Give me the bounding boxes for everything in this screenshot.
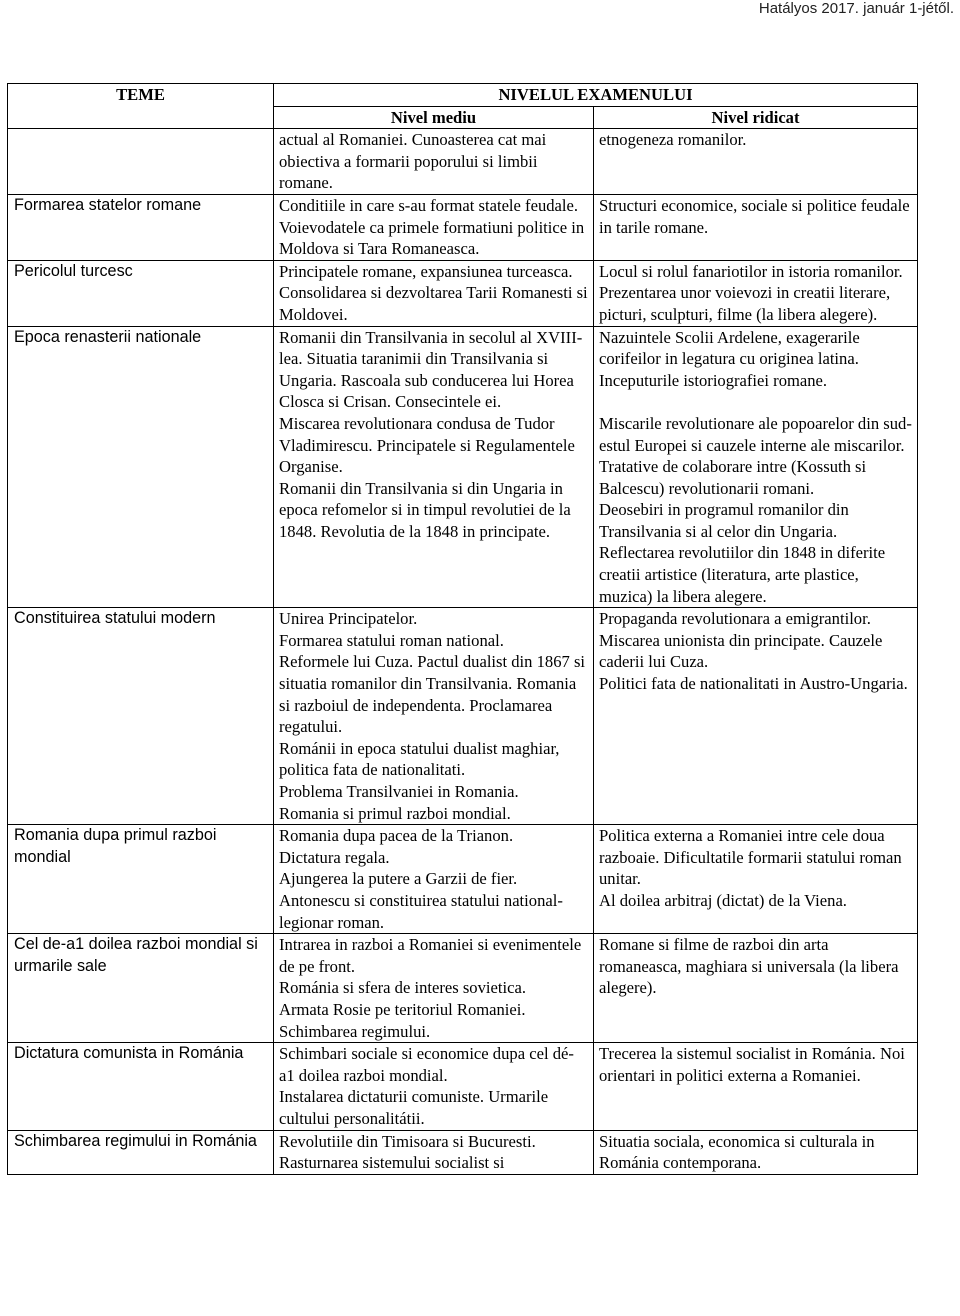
mediu-text: Unirea Principatelor. [279,609,418,629]
mediu-text: Problema Transilvaniei in Romania. [279,782,519,801]
tema-cell: Schimbarea regimului in Románia [8,1130,274,1174]
ridicat-text: Politici fata de nationalitati in Austro-Ungaria. [599,674,908,694]
mediu-cell [274,1130,594,1174]
ridicat-cell [594,260,918,326]
mediu-text: Formarea statului roman national. [279,630,504,650]
ridicat-text: Al doilea arbitraj (dictat) de la Viena. [599,890,847,910]
ridicat-cell [594,1043,918,1130]
col-header-mediu: Nivel mediu [274,106,594,129]
ridicat-text: Locul si rolul fanariotilor in istoria romanilor. [599,261,903,281]
mediu-text: Dictatura regala. [279,847,390,867]
ridicat-text: Politica externa a Romaniei intre cele doua razboaie. Dificultatile formarii statului roman unitar. [599,826,902,889]
mediu-cell [274,260,594,326]
mediu-text: Románia si sfera de interes sovietica. [279,978,526,998]
mediu-text: Principatele romane, expansiunea turceasca. [279,261,573,281]
table-row [8,260,918,326]
table-row [8,129,918,195]
table-row [8,194,918,260]
ridicat-text: Situatia sociala, economica si culturala in Románia contemporana. [599,1131,875,1173]
mediu-text: Consolidarea si dezvoltarea Tarii Romanesti si Moldovei. [279,283,588,324]
mediu-text: Antonescu si constituirea statului national- legionar roman. [279,890,563,932]
col-header-ridicat: Nivel ridicat [594,106,918,129]
ridicat-text: Propaganda revolutionara a emigrantilor. Miscarea unionista din principate. Cauzele caderii lui Cuza. [599,609,883,672]
mediu-text: Ajungerea la putere a Garzii de fier. [279,869,518,889]
ridicat-text: Deosebiri in programul romanilor din Transilvania si al celor din Ungaria. [599,500,849,541]
tema-cell: Formarea statelor romane [8,194,274,260]
col-header-teme: TEME [8,84,274,129]
tema-cell: Cel de-a1 doilea razboi mondial si urmarile sale [8,934,274,1043]
header-note: Hatályos 2017. január 1-jétől. [758,0,954,17]
ridicat-cell [594,326,918,608]
ridicat-text: Reflectarea revolutiilor din 1848 in diferite creatii artistice (literatura, arte plastice, muzica) la libera alegere. [599,543,886,606]
mediu-text: Schimbari sociale si economice dupa cel dé-a1 doilea razboi mondial. [279,1044,574,1085]
ridicat-cell [594,825,918,934]
table-row [8,934,918,1043]
table-row [8,608,918,825]
mediu-text: Rasturnarea sistemului socialist si [279,1153,505,1173]
tema-cell: Pericolul turcesc [8,260,274,326]
mediu-text: Revolutiile din Timisoara si Bucuresti. [279,1131,536,1151]
ridicat-text: Nazuintele Scolii Ardelene, exagerarile corifeilor in legatura cu originea latina. Inceputurile istoriografiei romane. [599,327,860,390]
tema-cell: Romania dupa primul razboi mondial [8,825,274,934]
mediu-text: Conditiile in care s-au format statele feudale. [279,195,579,215]
mediu-cell [274,194,594,260]
mediu-text: actual al Romaniei. Cunoasterea cat mai obiectiva a formarii poporului si limbii romane. [279,130,547,193]
mediu-text: Voievodatele ca primele formatiuni politice in Moldova si Tara Romaneasca. [279,217,585,259]
mediu-text: Reformele lui Cuza. Pactul dualist din 1867 si situatia romanilor din Transilvania. Romania si razboiul de independenta. Proclamarea regatului. [279,652,586,737]
tema-cell: Epoca renasterii nationale [8,326,274,608]
mediu-text: Romania dupa pacea de la Trianon. [279,826,514,846]
mediu-text: Romanii din Transilvania si din Ungaria in epoca refomelor si in timpul revolutiei de la 1848. Revolutia de la 1848 in principate. [279,478,571,541]
mediu-text: Intrarea in razboi a Romaniei si evenimentele de pe front. [279,935,582,976]
ridicat-text: Trecerea la sistemul socialist in Románia. Noi orientari in politici externa a Romaniei. [599,1044,905,1085]
table-row [8,1130,918,1174]
ridicat-text: Romane si filme de razboi din arta romaneasca, maghiara si universala (la libera alegere). [599,935,899,998]
ridicat-cell [594,194,918,260]
mediu-cell [274,326,594,608]
mediu-text: Romania si primul razboi mondial. [279,803,511,823]
ridicat-text: Prezentarea unor voievozi in creatii literare, picturi, sculpturi, filme (la libera alegere). [599,283,891,324]
ridicat-text: Miscarile revolutionare ale popoarelor din sud-estul Europei si cauzele interne ale miscarilor. [599,413,912,455]
tema-cell: Constituirea statului modern [8,608,274,825]
mediu-cell [274,1043,594,1130]
tema-cell [8,129,274,195]
mediu-cell [274,608,594,825]
mediu-text: Armata Rosie pe teritoriul Romaniei. [279,999,526,1019]
col-header-nivelul: NIVELUL EXAMENULUI [274,84,918,107]
table-row [8,825,918,934]
mediu-cell [274,825,594,934]
mediu-text: Instalarea dictaturii comuniste. Urmarile cultului personalitátii. [279,1087,549,1128]
mediu-text: Miscarea revolutionara condusa de Tudor Vladimirescu. Principatele si Regulamentele Organise. [279,413,575,477]
exam-topics-table [7,83,918,1175]
ridicat-text: Tratative de colaborare intre (Kossuth si Balcescu) revolutionarii romani. [599,457,867,498]
mediu-cell [274,934,594,1043]
ridicat-text: Structuri economice, sociale si politice feudale in tarile romane. [599,195,910,237]
mediu-text: Romanii din Transilvania in secolul al XVIII-lea. Situatia taranimii din Transilvania si Ungaria. Rascoala sub conducerea lui Horea Closca si Crisan. Consecintele ei. [279,327,583,412]
ridicat-cell [594,1130,918,1174]
ridicat-cell [594,934,918,1043]
mediu-text: Schimbarea regimului. [279,1021,431,1041]
table-row [8,1043,918,1130]
mediu-text: Románii in epoca statului dualist maghiar, politica fata de nationalitati. [279,738,560,780]
tema-cell: Dictatura comunista in Románia [8,1043,274,1130]
mediu-cell [274,129,594,195]
ridicat-cell [594,129,918,195]
ridicat-cell [594,608,918,825]
table-row [8,326,918,608]
ridicat-text: etnogeneza romanilor. [599,130,747,150]
